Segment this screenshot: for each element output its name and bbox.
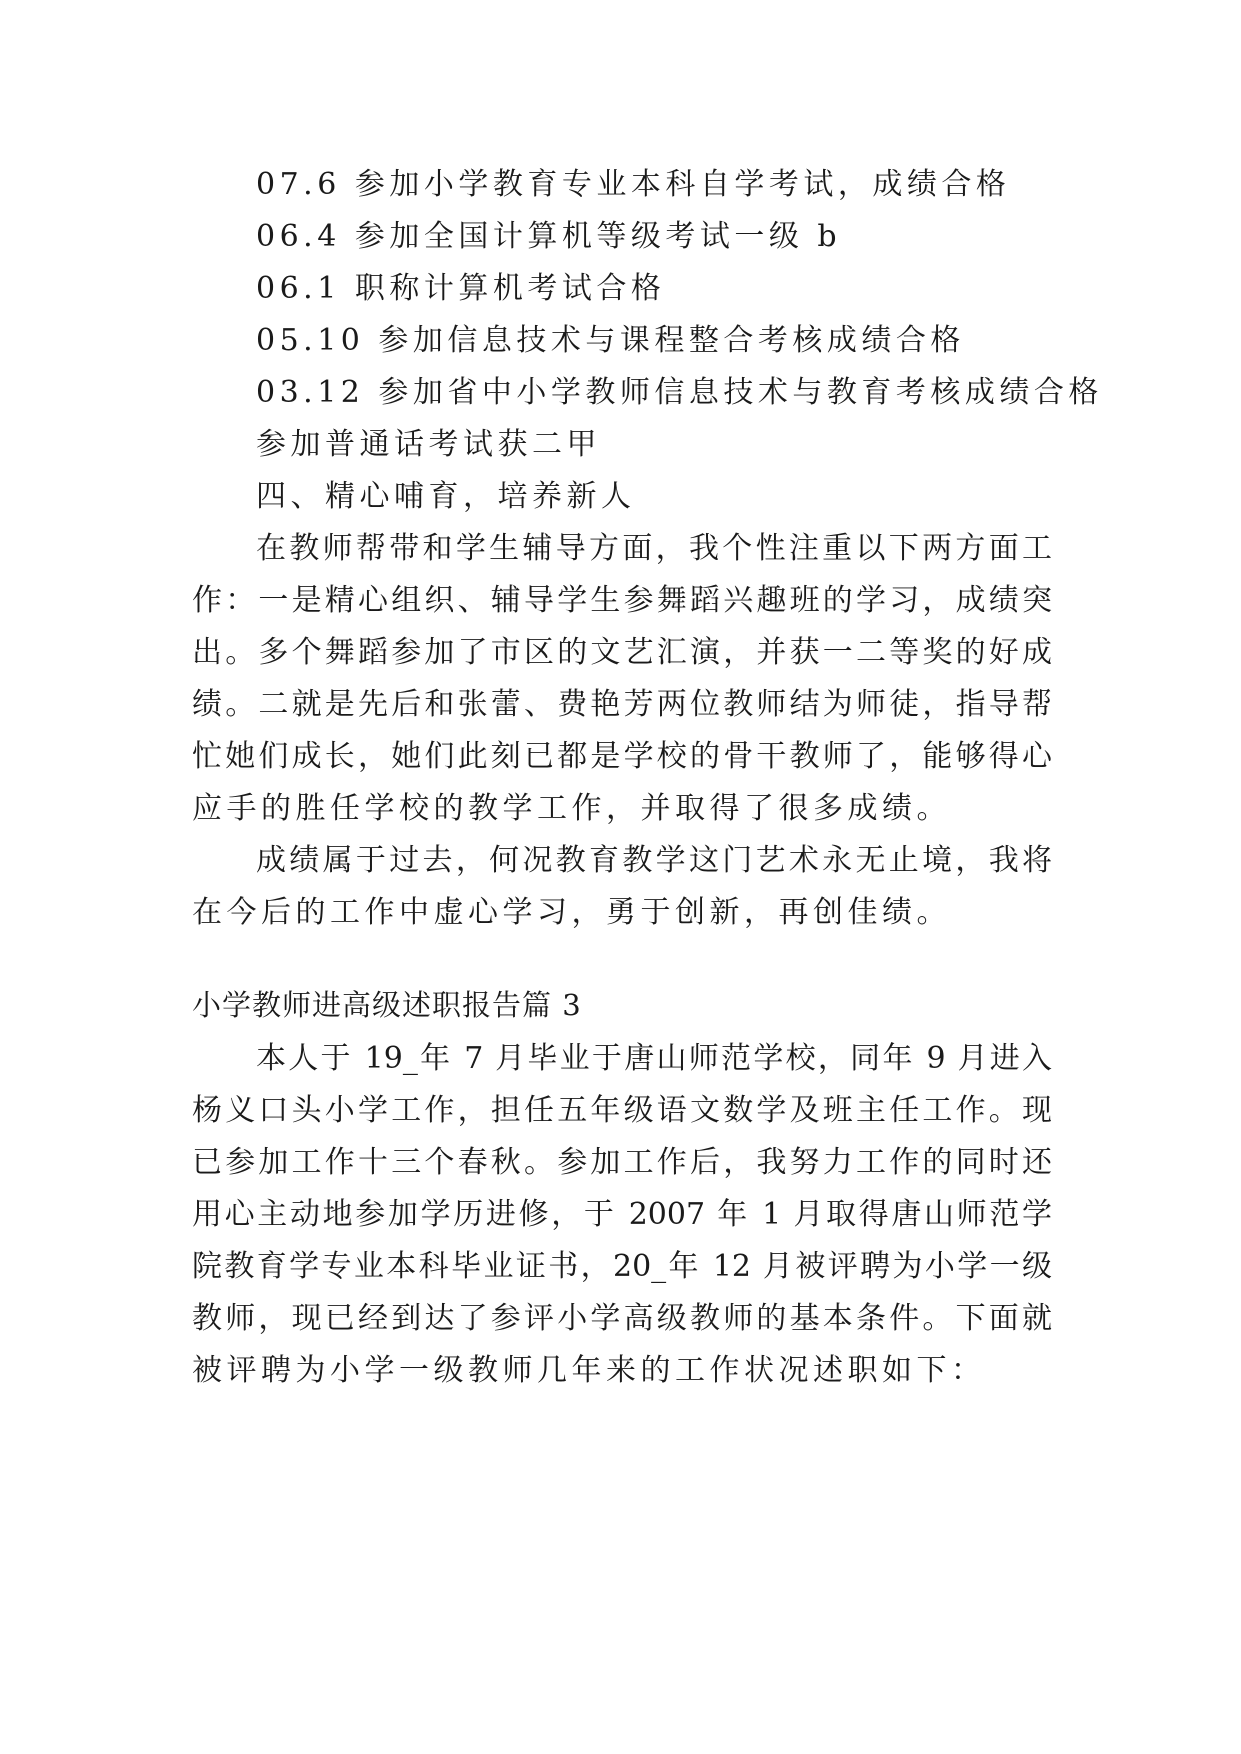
paragraph-line: 应手的胜任学校的教学工作，并取得了很多成绩。	[192, 791, 951, 826]
list-line: 06.4 参加全国计算机等级考试一级 b	[256, 219, 842, 254]
list-line: 07.6 参加小学教育专业本科自学考试，成绩合格	[256, 167, 1011, 202]
paragraph-line: 本人于 19_年 7 月毕业于唐山师范学校，同年 9 月进入	[256, 1041, 1052, 1076]
paragraph-line: 在今后的工作中虚心学习，勇于创新，再创佳绩。	[192, 895, 951, 930]
paragraph-line: 教师，现已经到达了参评小学高级教师的基本条件。下面就	[192, 1301, 1052, 1336]
paragraph-line: 用心主动地参加学历进修，于 2007 年 1 月取得唐山师范学	[192, 1197, 1052, 1232]
paragraph-line: 出。多个舞蹈参加了市区的文艺汇演，并获一二等奖的好成	[192, 635, 1052, 670]
list-line: 03.12 参加省中小学教师信息技术与教育考核成绩合格	[256, 375, 1103, 410]
paragraph-line: 成绩属于过去，何况教育教学这门艺术永无止境，我将	[256, 843, 1052, 878]
paragraph-line: 忙她们成长，她们此刻已都是学校的骨干教师了，能够得心	[192, 739, 1052, 774]
list-line: 05.10 参加信息技术与课程整合考核成绩合格	[256, 323, 965, 358]
list-line: 参加普通话考试获二甲	[256, 427, 601, 462]
paragraph-line: 被评聘为小学一级教师几年来的工作状况述职如下：	[192, 1353, 986, 1388]
paragraph-line: 作：一是精心组织、辅导学生参舞蹈兴趣班的学习，成绩突	[192, 583, 1052, 618]
paragraph-line: 已参加工作十三个春秋。参加工作后，我努力工作的同时还	[192, 1145, 1052, 1180]
subheading: 四、精心哺育，培养新人	[256, 479, 636, 514]
paragraph-line: 杨义口头小学工作，担任五年级语文数学及班主任工作。现	[192, 1093, 1052, 1128]
list-line: 06.1 职称计算机考试合格	[256, 271, 666, 306]
paragraph-line: 在教师帮带和学生辅导方面，我个性注重以下两方面工	[256, 531, 1052, 566]
section-title: 小学教师进高级述职报告篇 3	[192, 988, 582, 1022]
paragraph-line: 绩。二就是先后和张蕾、费艳芳两位教师结为师徒，指导帮	[192, 687, 1052, 722]
paragraph-line: 院教育学专业本科毕业证书，20_年 12 月被评聘为小学一级	[192, 1249, 1052, 1284]
